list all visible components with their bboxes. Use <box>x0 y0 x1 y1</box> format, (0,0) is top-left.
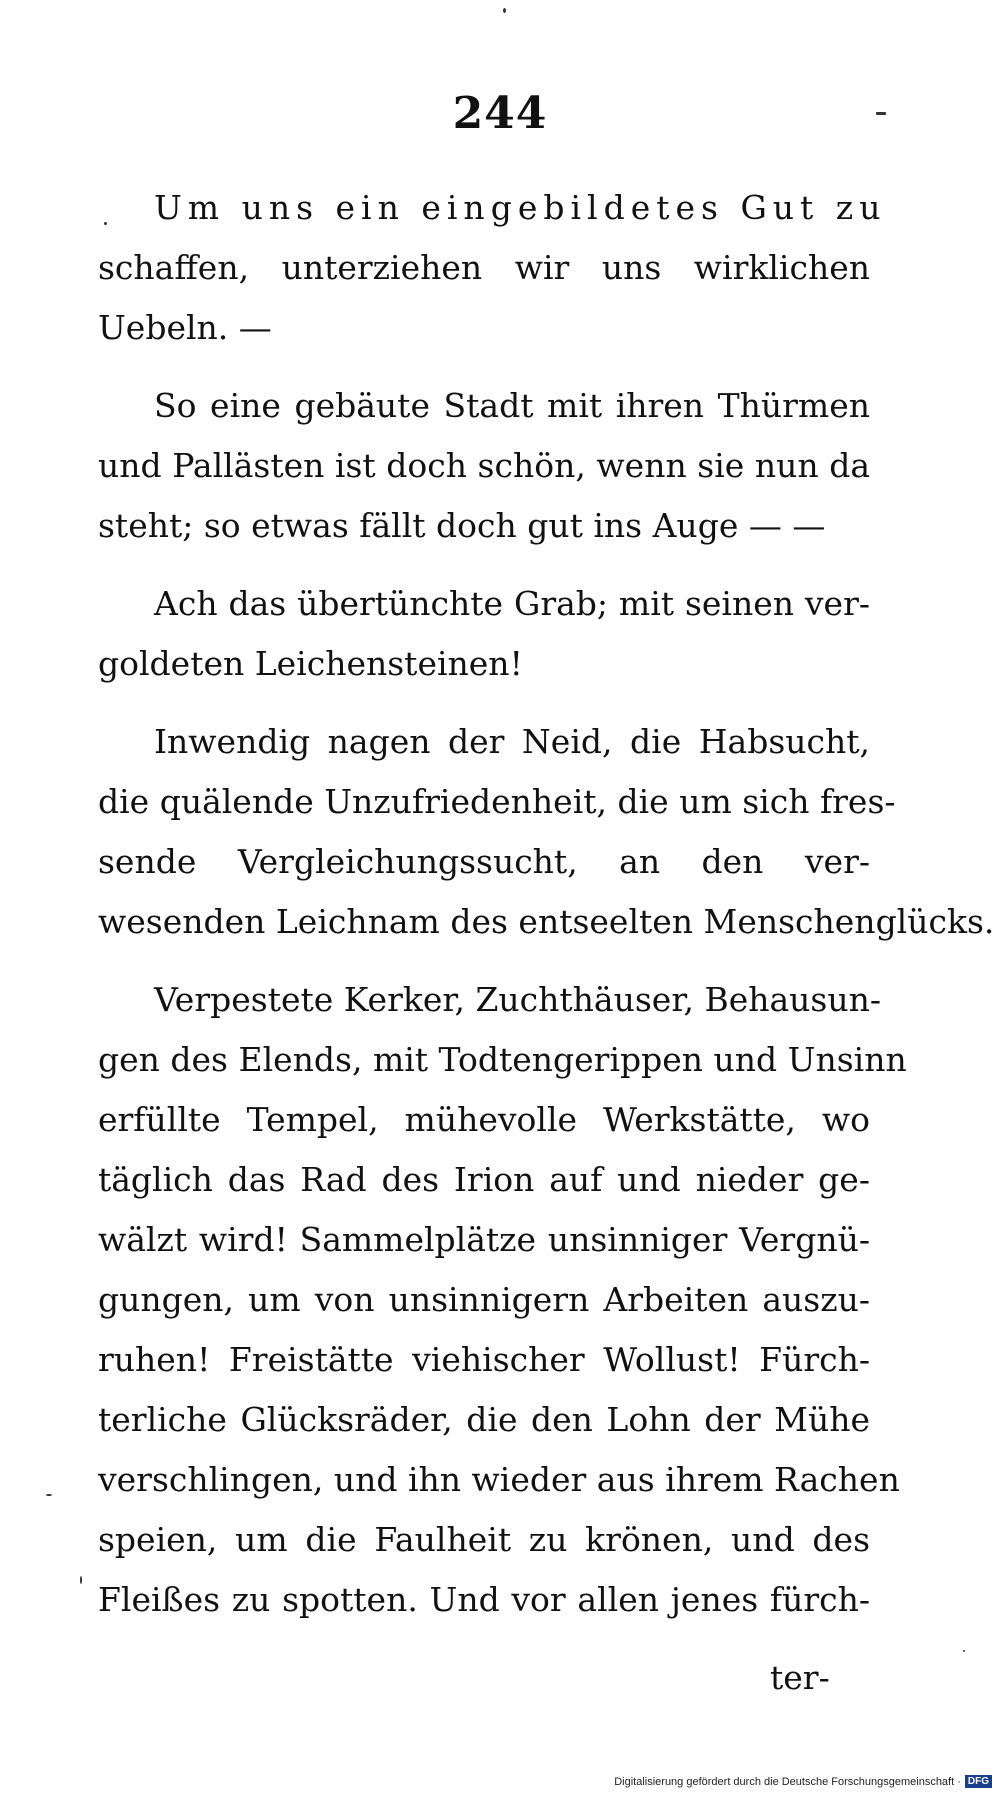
text-line: Verpestete Kerker, Zuchthäuser, Behausun- <box>154 980 881 1019</box>
text-line: sende Vergleichungssucht, an den ver- <box>98 842 870 881</box>
text-line: und Pallästen ist doch schön, wenn sie nun da <box>98 446 870 485</box>
scan-speck <box>503 8 506 13</box>
text-line: Fleißes zu spotten. Und vor allen jenes fürch- <box>98 1580 870 1619</box>
paragraph-3 <box>98 574 870 694</box>
text-line: verschlingen, und ihn wieder aus ihrem Rachen <box>98 1460 900 1499</box>
paragraph-1 <box>98 178 887 358</box>
text-line: Uebeln. — <box>98 308 272 347</box>
text-line: So eine gebäute Stadt mit ihren Thürmen <box>154 386 870 425</box>
paragraph-2 <box>98 376 870 556</box>
text-line: Inwendig nagen der Neid, die Habsucht, <box>154 722 870 761</box>
text-line: gen des Elends, mit Todtengerippen und Unsinn <box>98 1040 907 1079</box>
text-line: Ach das übertünchte Grab; mit seinen ver- <box>154 584 870 623</box>
scan-speck <box>876 112 886 115</box>
footer-text: Digitalisierung gefördert durch die Deutsche Forschungsgemeinschaft · <box>614 1775 961 1788</box>
page-number: 244 <box>452 88 548 139</box>
digitization-footer <box>614 1775 992 1788</box>
paragraph-4 <box>98 712 995 952</box>
text-line: goldeten Leichensteinen! <box>98 644 523 683</box>
text-line: schaffen, unterziehen wir uns wirklichen <box>98 248 870 287</box>
catchword: ter- <box>770 1658 830 1697</box>
text-line: wesenden Leichnam des entseelten Menschenglücks. <box>98 902 995 941</box>
scan-speck <box>963 1650 965 1652</box>
text-line: ruhen! Freistätte viehischer Wollust! Fürch- <box>98 1340 870 1379</box>
text-line: erfüllte Tempel, mühevolle Werkstätte, wo <box>98 1100 870 1139</box>
scan-speck <box>80 1576 82 1584</box>
text-line: speien, um die Faulheit zu krönen, und des <box>98 1520 870 1559</box>
text-line: terliche Glücksräder, die den Lohn der Mühe <box>98 1400 870 1439</box>
dfg-logo: DFG <box>965 1775 992 1788</box>
text-line: täglich das Rad des Irion auf und nieder ge- <box>98 1160 870 1199</box>
scan-speck <box>104 222 107 225</box>
text-line: wälzt wird! Sammelplätze unsinniger Vergnü- <box>98 1220 870 1259</box>
text-line: gungen, um von unsinnigern Arbeiten auszu- <box>98 1280 870 1319</box>
text-line: Um uns ein eingebildetes Gut zu <box>154 188 887 227</box>
body-text <box>98 178 995 1648</box>
scan-speck <box>46 1494 52 1496</box>
text-line: steht; so etwas fällt doch gut ins Auge — — <box>98 506 826 545</box>
text-line: die quälende Unzufriedenheit, die um sich fres- <box>98 782 896 821</box>
paragraph-5 <box>98 970 907 1630</box>
